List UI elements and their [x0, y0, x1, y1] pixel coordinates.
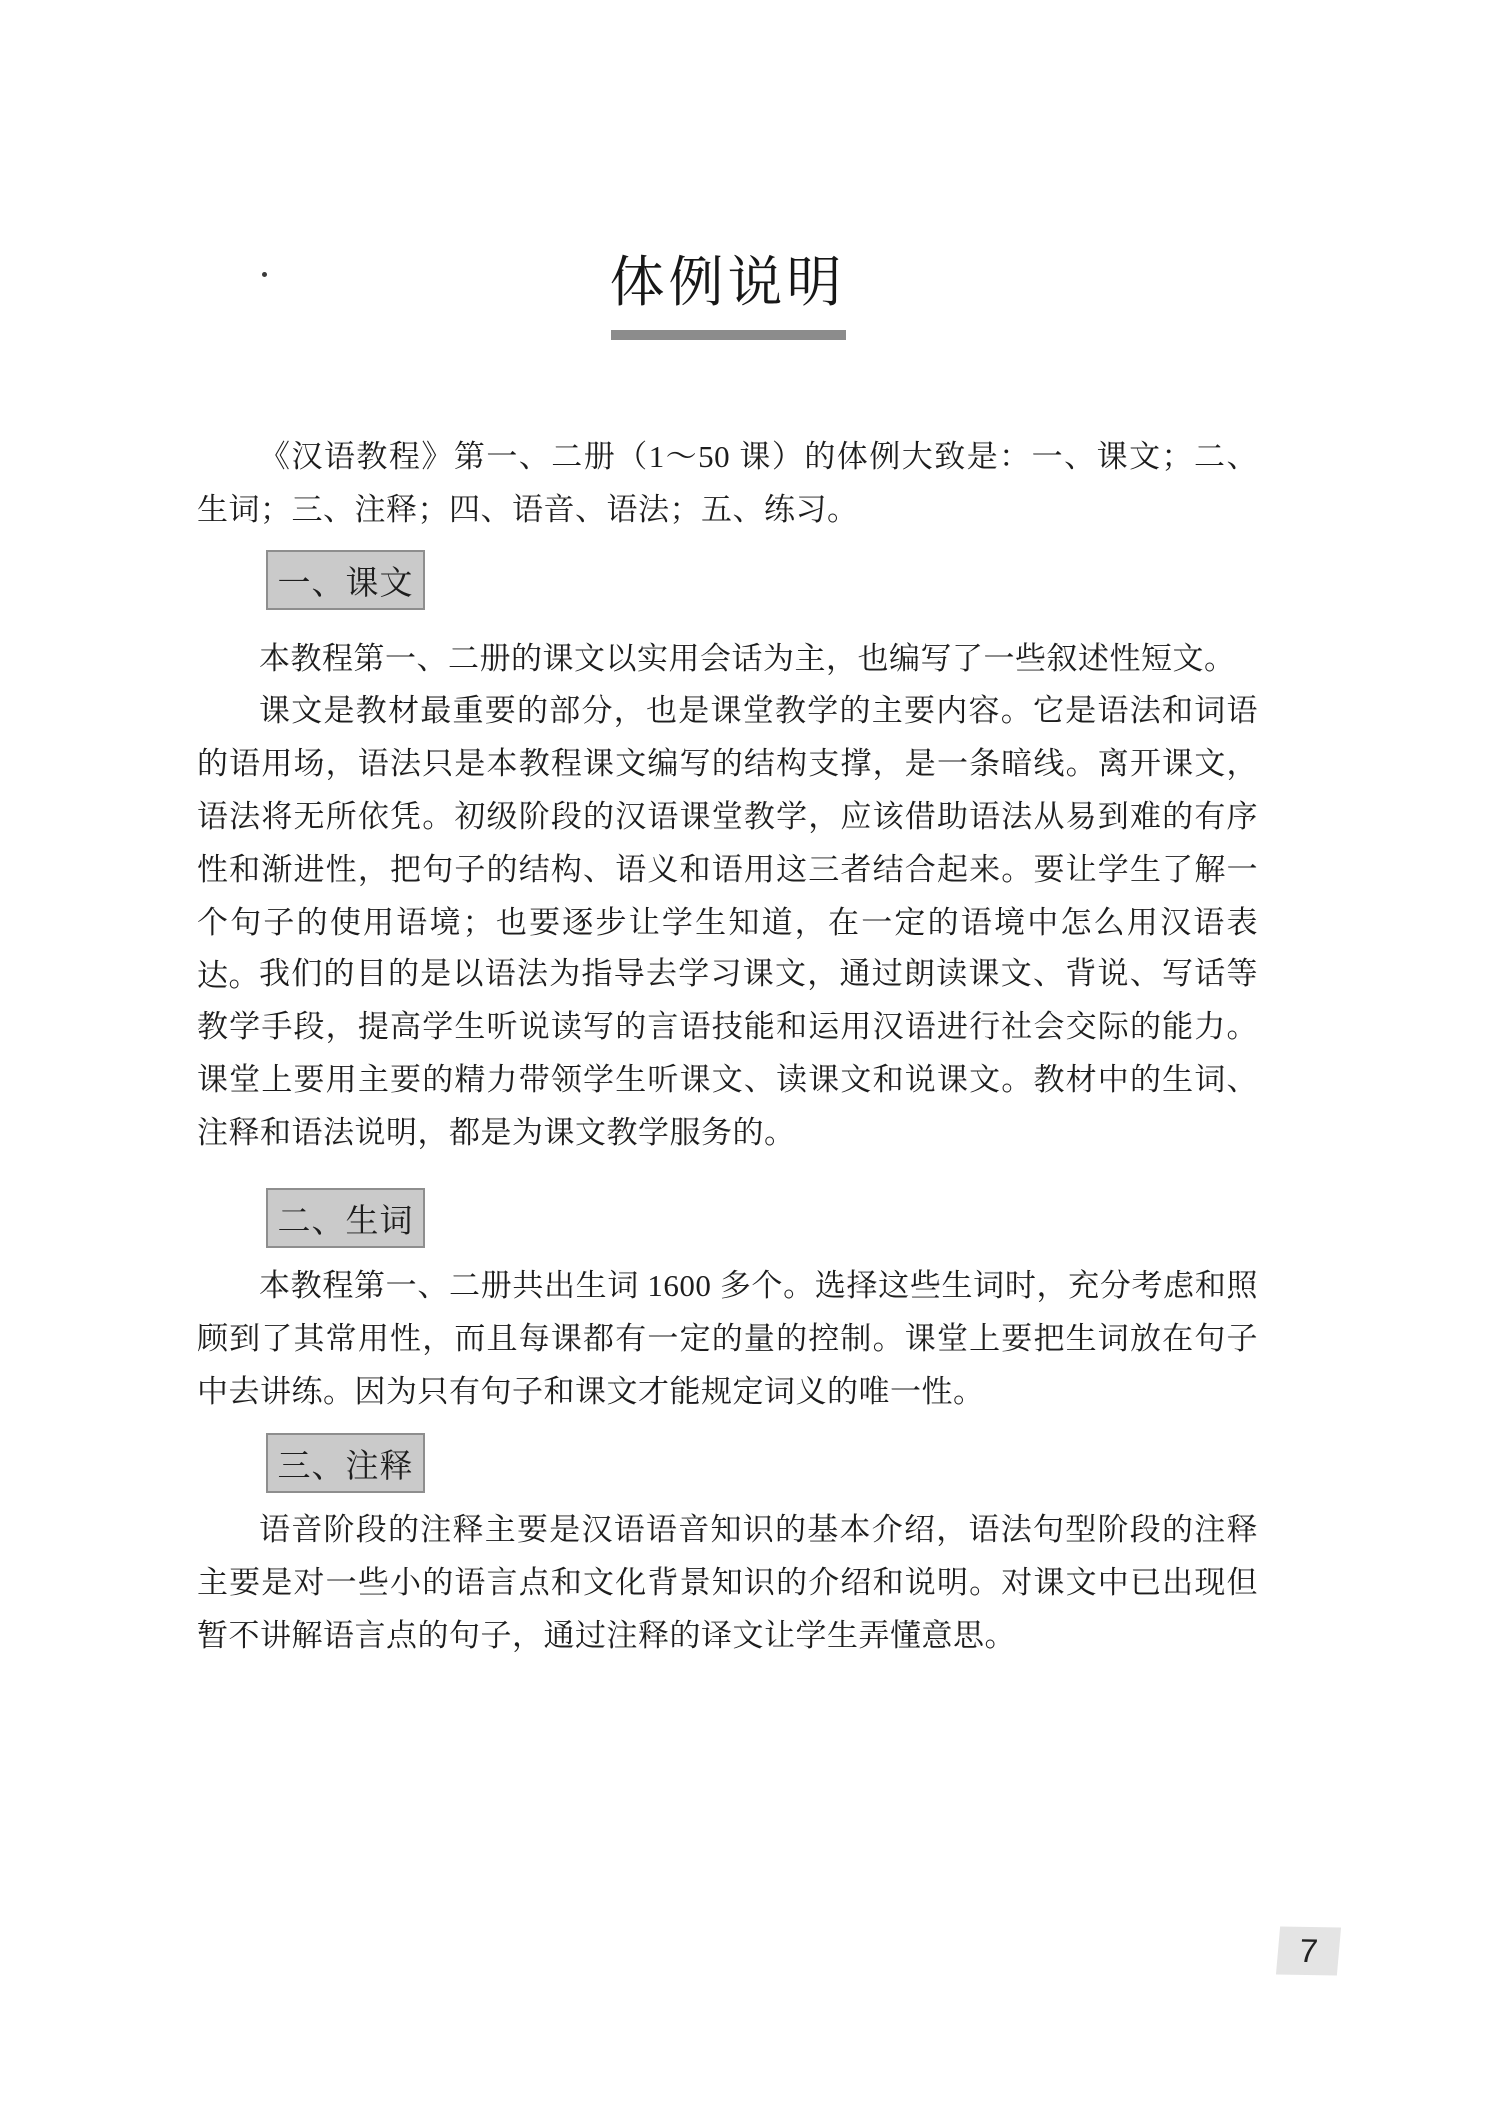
section-heading-label: 三、注释 [277, 1448, 414, 1485]
body-paragraph: 我们的目的是以语法为指导去学习课文，通过朗读课文、背说、写话等教学手段，提高学生听说读写的言语技能和运用汉语进行社会交际的能力。课堂上要用主要的精力带领学生听课文、读课文和说课文。教材中的生词、注释和语法说明，都是为课文教学服务的。 [197, 956, 1258, 1150]
section-heading-zhushi [266, 1433, 425, 1493]
title-underline [611, 330, 846, 340]
section-heading-label: 一、课文 [277, 565, 414, 602]
page-number-badge [1276, 1926, 1341, 1975]
section-heading-kewen [266, 550, 425, 610]
body-paragraph: 课文是教材最重要的部分，也是课堂教学的主要内容。它是语法和词语的语用场，语法只是本教程课文编写的结构支撑，是一条暗线。离开课文，语法将无所依凭。初级阶段的汉语课堂教学，应该借助语法从易到难的有序性和渐进性，把句子的结构、语义和语用这三者结合起来。要让学生了解一个句子的使用语境；也要逐步让学生知道，在一定的语境中怎么用汉语表达。 [197, 693, 1258, 993]
body-paragraph: 本教程第一、二册的课文以实用会话为主，也编写了一些叙述性短文。 [259, 641, 1236, 676]
body-paragraph: 本教程第一、二册共出生词 1600 多个。选择这些生词时，充分考虑和照顾到了其常用性，而且每课都有一定的量的控制。课堂上要把生词放在句子中去讲练。因为只有句子和课文才能规定词义的唯一性。 [197, 1268, 1258, 1409]
intro-paragraph: 《汉语教程》第一、二册（1～50 课）的体例大致是：一、课文；二、生词；三、注释；四、语音、语法；五、练习。 [197, 439, 1258, 527]
body-paragraph: 语音阶段的注释主要是汉语语音知识的基本介绍，语法句型阶段的注释主要是对一些小的语言点和文化背景知识的介绍和说明。对课文中已出现但暂不讲解语言点的句子，通过注释的译文让学生弄懂意思。 [197, 1512, 1258, 1653]
section-heading-label: 二、生词 [277, 1203, 414, 1240]
section-heading-shengci [266, 1188, 425, 1248]
page-title: 体例说明 [609, 252, 846, 313]
page-number-value: 7 [1297, 1931, 1320, 1970]
